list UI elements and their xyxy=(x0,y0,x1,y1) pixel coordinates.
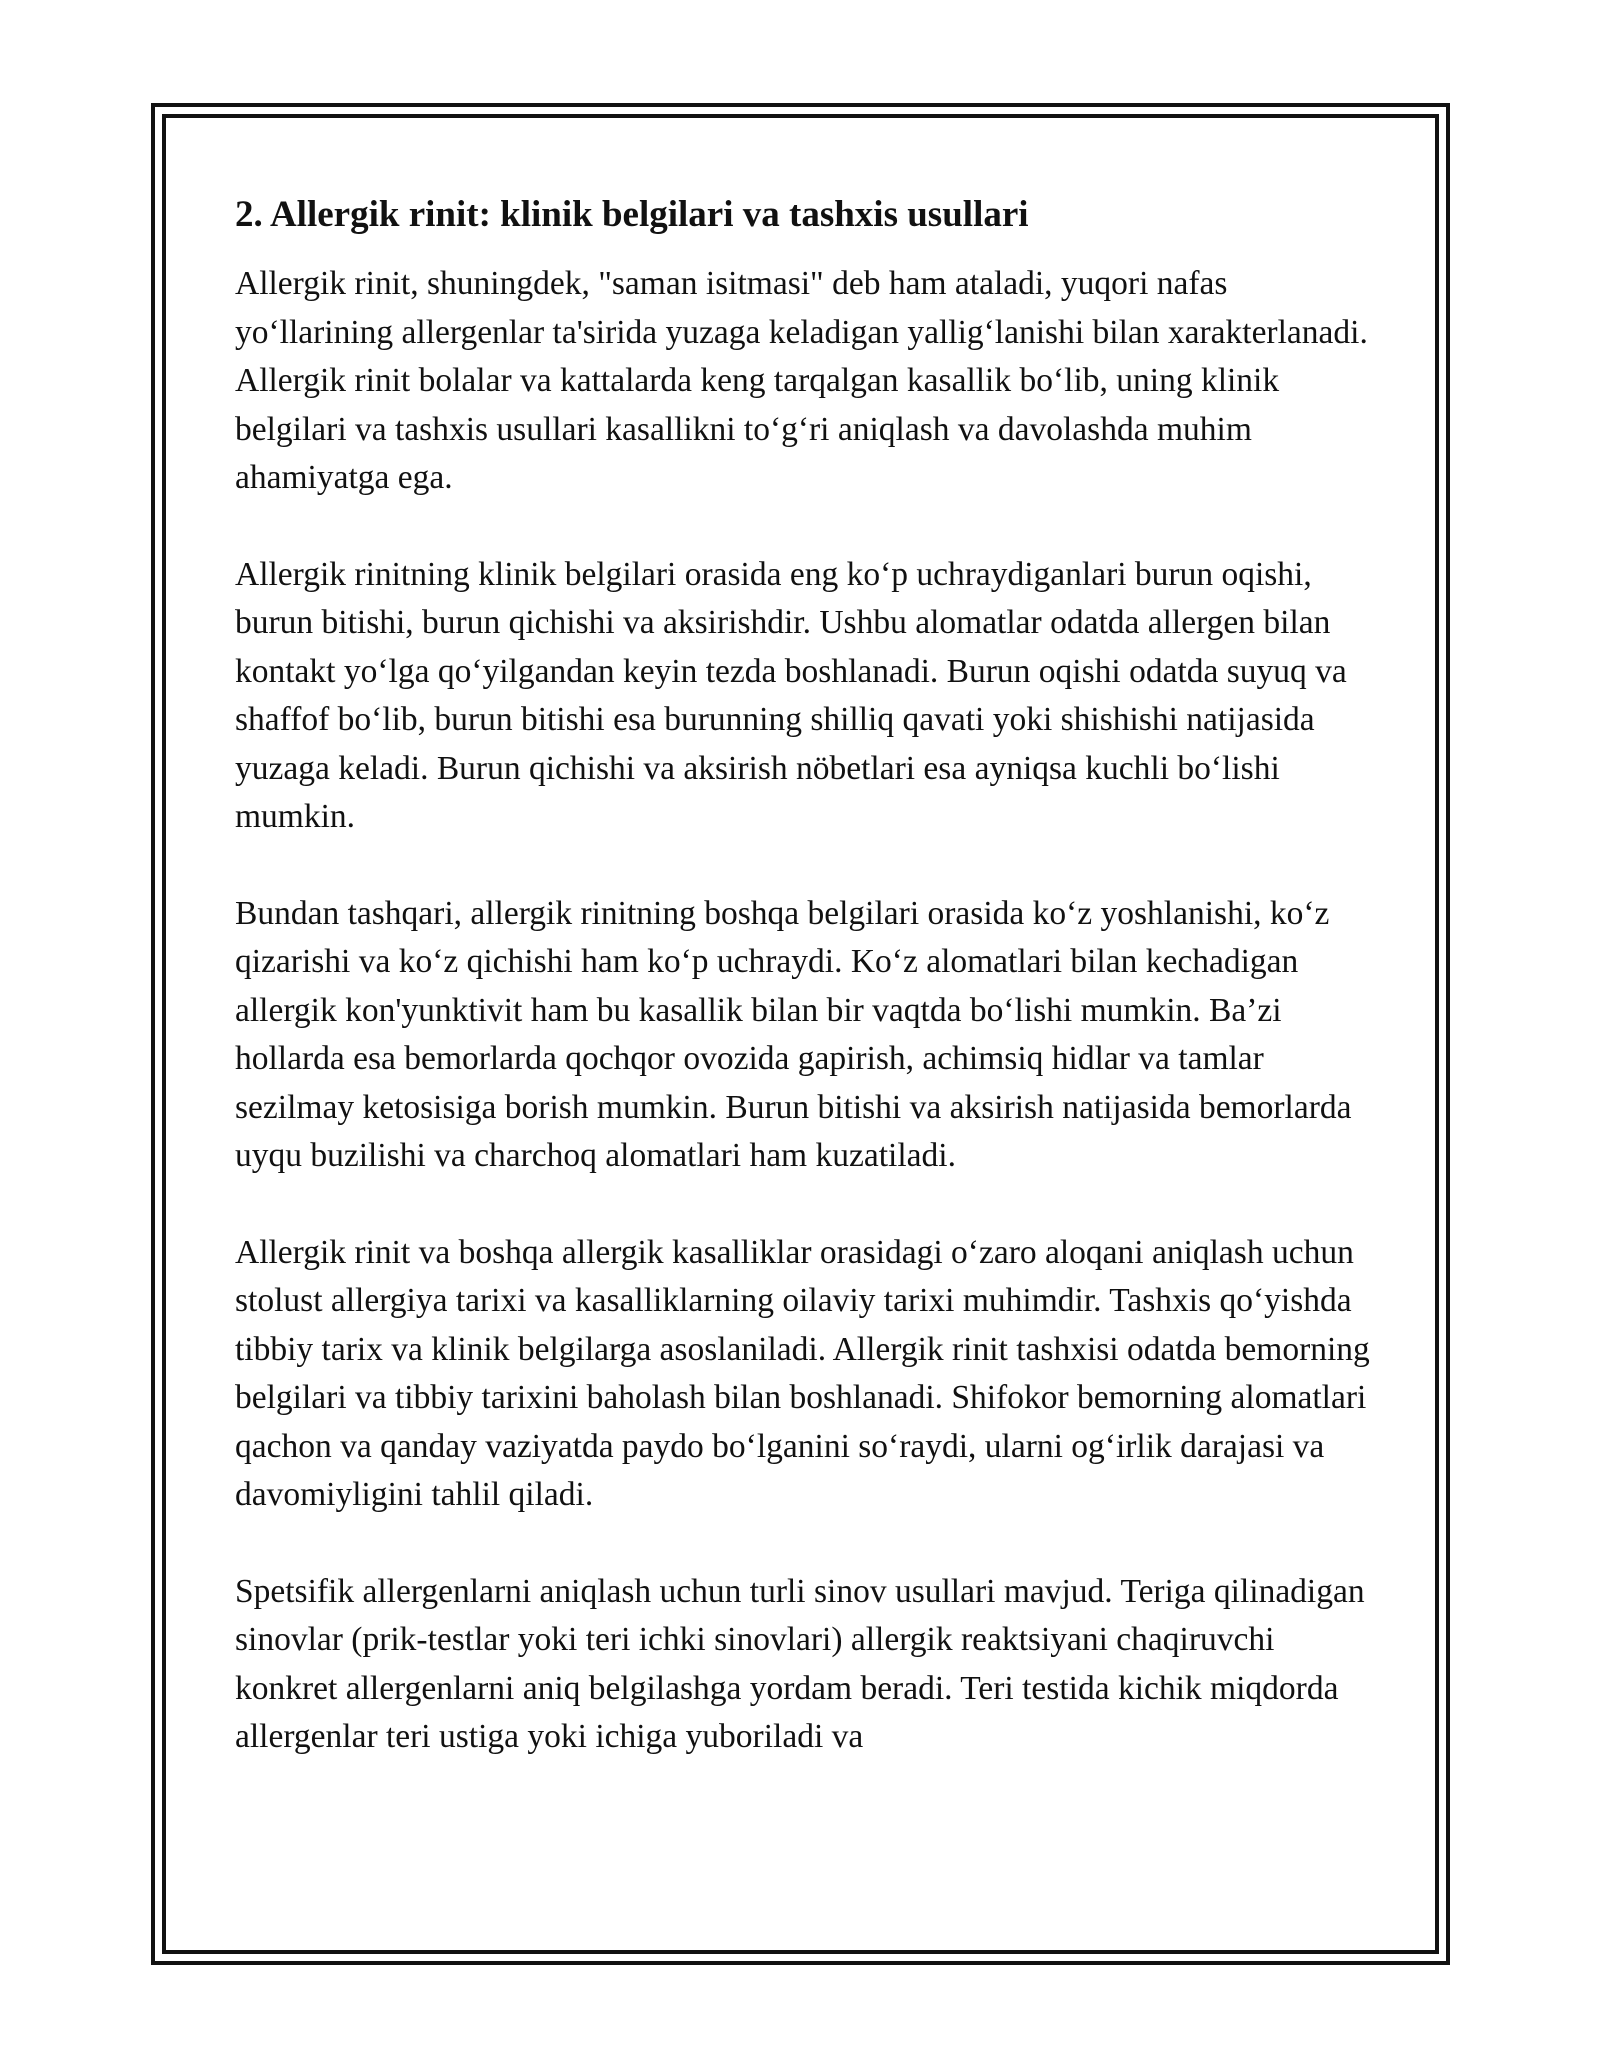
paragraph-5: Spetsifik allergenlarni aniqlash uchun turli sinov usullari mavjud. Teriga qilinadigan sinovlar (prik-testlar yoki teri ichki sinovlari) allergik reaktsiyani chaqiruvchi konkret allergenlarni aniq belgilashga yordam beradi. Teri testida kichik miqdorda allergenlar teri ustiga yoki ichiga yuboriladi va xyxy=(235,1572,1365,1755)
section-title: 2. Allergik rinit: klinik belgilari va tashxis usullari xyxy=(235,194,1029,235)
paragraph-3: Bundan tashqari, allergik rinitning boshqa belgilari orasida ko‘z yoshlanishi, ko‘z qizarishi va ko‘z qichishi ham ko‘p uchraydi. Ko‘z alomatlari bilan kechadigan allergik kon'yunktivit ham bu kasallik bilan bir vaqtda bo‘lishi mumkin. Ba’zi hollarda esa bemorlarda qochqor ovozida gapirish, achimsiq hidlar va tamlar sezilmay ketosisiga borish mumkin. Burun bitishi va aksirish natijasida bemorlarda uyqu buzilishi va charchoq alomatlari ham kuzatiladi. xyxy=(235,894,1352,1174)
document-body xyxy=(235,192,1375,1810)
paragraph-2: Allergik rinitning klinik belgilari orasida eng ko‘p uchraydiganlari burun oqishi, burun bitishi, burun qichishi va aksirishdir. Ushbu alomatlar odatda allergen bilan kontakt yo‘lga qo‘yilgandan keyin tezda boshlanadi. Burun oqishi odatda suyuq va shaffof bo‘lib, burun bitishi esa burunning shilliq qavati yoki shishishi natijasida yuzaga keladi. Burun qichishi va aksirish nöbetlari esa ayniqsa kuchli bo‘lishi mumkin. xyxy=(235,555,1347,835)
paragraph-4: Allergik rinit va boshqa allergik kasalliklar orasidagi o‘zaro aloqani aniqlash uchun stolust allergiya tarixi va kasalliklarning oilaviy tarixi muhimdir. Tashxis qo‘yishda tibbiy tarix va klinik belgilarga asoslaniladi. Allergik rinit tashxisi odatda bemorning belgilari va tibbiy tarixini baholash bilan boshlanadi. Shifokor bemorning alomatlari qachon va qanday vaziyatda paydo bo‘lganini so‘raydi, ularni og‘irlik darajasi va davomiyligini tahlil qiladi. xyxy=(235,1233,1370,1513)
paragraph-1: Allergik rinit, shuningdek, "saman isitmasi" deb ham ataladi, yuqori nafas yo‘llarining allergenlar ta'sirida yuzaga keladigan yallig‘lanishi bilan xarakterlanadi. Allergik rinit bolalar va kattalarda keng tarqalgan kasallik bo‘lib, uning klinik belgilari va tashxis usullari kasallikni to‘g‘ri aniqlash va davolashda muhim ahamiyatga ega. xyxy=(235,265,1368,496)
